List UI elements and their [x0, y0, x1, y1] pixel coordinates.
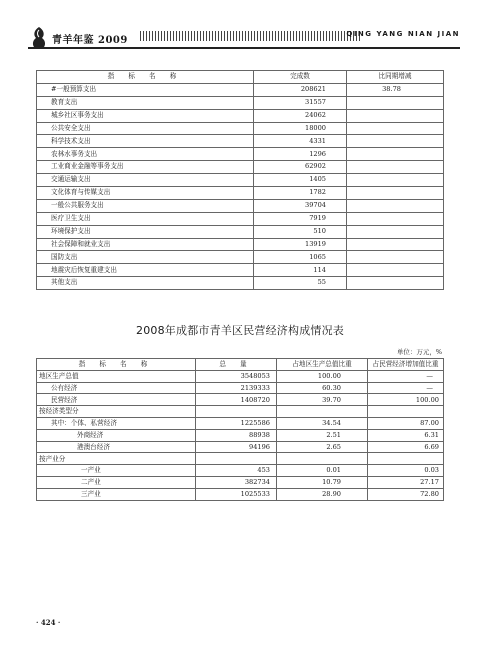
table-row [37, 109, 444, 122]
row-yoy-cell [347, 135, 444, 148]
row-private-share-cell: 6.69 [368, 441, 444, 453]
table-row [37, 394, 444, 406]
table-row [37, 161, 444, 174]
table-row [37, 382, 444, 394]
row-yoy-cell [347, 199, 444, 212]
row-name-cell: 按经济类型分 [37, 406, 196, 418]
row-total-cell: 94196 [196, 441, 277, 453]
table-row [37, 465, 444, 477]
expenditure-table-body [37, 83, 444, 289]
table-row [37, 441, 444, 453]
row-private-share-cell [368, 453, 444, 465]
row-private-share-cell: 87.00 [368, 417, 444, 429]
row-name-cell: 城乡社区事务支出 [37, 109, 254, 122]
row-gdp-share-cell: 39.70 [277, 394, 368, 406]
row-yoy-cell [347, 251, 444, 264]
table-header-row [37, 71, 444, 84]
column-header-total: 总 量 [196, 359, 277, 371]
yearbook-pinyin: QING YANG NIAN JIAN [346, 30, 460, 38]
table-row [37, 83, 444, 96]
row-name-cell: 一产业 [37, 465, 196, 477]
row-private-share-cell: 0.03 [368, 465, 444, 477]
row-name-cell: 交通运输支出 [37, 174, 254, 187]
row-yoy-cell [347, 264, 444, 277]
header-hatch-band [140, 31, 360, 41]
row-name-cell: 民营经济 [37, 394, 196, 406]
column-header-done: 完成数 [254, 71, 347, 84]
column-header-yoy: 比同期增减 [347, 71, 444, 84]
row-yoy-cell [347, 148, 444, 161]
table-row [37, 417, 444, 429]
column-header-name: 指 标 名 称 [37, 359, 196, 371]
row-name-cell: 社会保障和就业支出 [37, 238, 254, 251]
row-total-cell: 1225586 [196, 417, 277, 429]
table-row [37, 96, 444, 109]
table-row [37, 122, 444, 135]
row-yoy-cell [347, 122, 444, 135]
row-gdp-share-cell: 60.30 [277, 382, 368, 394]
row-name-cell: 三产业 [37, 488, 196, 500]
row-gdp-share-cell: 28.90 [277, 488, 368, 500]
table-title: 2008年成都市青羊区民营经济构成情况表 [136, 324, 344, 337]
row-done-cell: 13919 [254, 238, 347, 251]
table-row [37, 212, 444, 225]
row-done-cell: 24062 [254, 109, 347, 122]
table-row [37, 238, 444, 251]
table-header-row [37, 359, 444, 371]
table-row [37, 135, 444, 148]
row-total-cell: 3548053 [196, 370, 277, 382]
table-unit: 单位：万元，% [396, 348, 442, 356]
column-header-private-share: 占民营经济增加值比重 [368, 359, 444, 371]
yearbook-title: 青羊年鉴 2009 [52, 35, 128, 46]
row-done-cell: 1296 [254, 148, 347, 161]
row-total-cell: 2139333 [196, 382, 277, 394]
table-row [37, 225, 444, 238]
row-done-cell: 1065 [254, 251, 347, 264]
row-name-cell: 港澳台经济 [37, 441, 196, 453]
column-header-gdp-share: 占地区生产总值比重 [277, 359, 368, 371]
row-done-cell: 1782 [254, 187, 347, 200]
table-row [37, 429, 444, 441]
table-row [37, 251, 444, 264]
row-name-cell: 农林水事务支出 [37, 148, 254, 161]
row-total-cell: 88938 [196, 429, 277, 441]
row-total-cell: 382734 [196, 476, 277, 488]
table-row [37, 277, 444, 290]
row-total-cell: 453 [196, 465, 277, 477]
row-name-cell: 科学技术支出 [37, 135, 254, 148]
row-total-cell: 1408720 [196, 394, 277, 406]
row-name-cell: 其他支出 [37, 277, 254, 290]
row-name-cell: 公共安全支出 [37, 122, 254, 135]
table-row [37, 148, 444, 161]
table-row [37, 187, 444, 200]
row-gdp-share-cell [277, 453, 368, 465]
expenditure-table [36, 70, 444, 290]
page-header [28, 26, 460, 48]
row-private-share-cell: 27.17 [368, 476, 444, 488]
row-yoy-cell: 38.78 [347, 83, 444, 96]
row-yoy-cell [347, 225, 444, 238]
private-economy-table-body [37, 370, 444, 500]
row-yoy-cell [347, 161, 444, 174]
row-name-cell: 国防支出 [37, 251, 254, 264]
row-yoy-cell [347, 174, 444, 187]
table-row [37, 264, 444, 277]
row-name-cell: 地区生产总值 [37, 370, 196, 382]
row-gdp-share-cell: 0.01 [277, 465, 368, 477]
row-total-cell: 1025533 [196, 488, 277, 500]
row-yoy-cell [347, 96, 444, 109]
row-done-cell: 4331 [254, 135, 347, 148]
row-private-share-cell: 100.00 [368, 394, 444, 406]
row-name-cell: 环境保护支出 [37, 225, 254, 238]
row-done-cell: 510 [254, 225, 347, 238]
row-yoy-cell [347, 187, 444, 200]
row-private-share-cell: 6.31 [368, 429, 444, 441]
table-row [37, 199, 444, 212]
table-row [37, 476, 444, 488]
row-name-cell: 公有经济 [37, 382, 196, 394]
row-done-cell: 39704 [254, 199, 347, 212]
row-total-cell [196, 453, 277, 465]
row-name-cell: #一般预算支出 [37, 83, 254, 96]
row-private-share-cell: — [368, 370, 444, 382]
row-done-cell: 55 [254, 277, 347, 290]
private-economy-table [36, 358, 444, 501]
row-name-cell: 文化体育与传媒支出 [37, 187, 254, 200]
row-gdp-share-cell: 2.65 [277, 441, 368, 453]
row-done-cell: 62902 [254, 161, 347, 174]
row-name-cell: 按产业分 [37, 453, 196, 465]
row-done-cell: 18000 [254, 122, 347, 135]
row-yoy-cell [347, 109, 444, 122]
page-number: · 424 · [36, 618, 61, 627]
yearbook-logo-icon [28, 26, 50, 48]
row-done-cell: 208621 [254, 83, 347, 96]
row-name-cell: 教育支出 [37, 96, 254, 109]
row-name-cell: 医疗卫生支出 [37, 212, 254, 225]
table-row [37, 453, 444, 465]
row-gdp-share-cell: 10.79 [277, 476, 368, 488]
row-yoy-cell [347, 212, 444, 225]
row-done-cell: 114 [254, 264, 347, 277]
row-gdp-share-cell [277, 406, 368, 418]
table-row [37, 406, 444, 418]
row-yoy-cell [347, 238, 444, 251]
row-name-cell: 其中：个体、私营经济 [37, 417, 196, 429]
header-rule [28, 47, 460, 49]
row-private-share-cell: — [368, 382, 444, 394]
table-row [37, 174, 444, 187]
row-gdp-share-cell: 100.00 [277, 370, 368, 382]
table-row [37, 370, 444, 382]
row-name-cell: 地震灾后恢复重建支出 [37, 264, 254, 277]
row-done-cell: 1405 [254, 174, 347, 187]
row-name-cell: 一般公共服务支出 [37, 199, 254, 212]
row-name-cell: 工业商业金融等事务支出 [37, 161, 254, 174]
row-gdp-share-cell: 2.51 [277, 429, 368, 441]
row-private-share-cell [368, 406, 444, 418]
row-done-cell: 7919 [254, 212, 347, 225]
row-total-cell [196, 406, 277, 418]
row-name-cell: 二产业 [37, 476, 196, 488]
row-name-cell: 外商经济 [37, 429, 196, 441]
row-private-share-cell: 72.80 [368, 488, 444, 500]
row-gdp-share-cell: 34.54 [277, 417, 368, 429]
table-row [37, 488, 444, 500]
column-header-name: 指 标 名 称 [37, 71, 254, 84]
row-done-cell: 31557 [254, 96, 347, 109]
row-yoy-cell [347, 277, 444, 290]
